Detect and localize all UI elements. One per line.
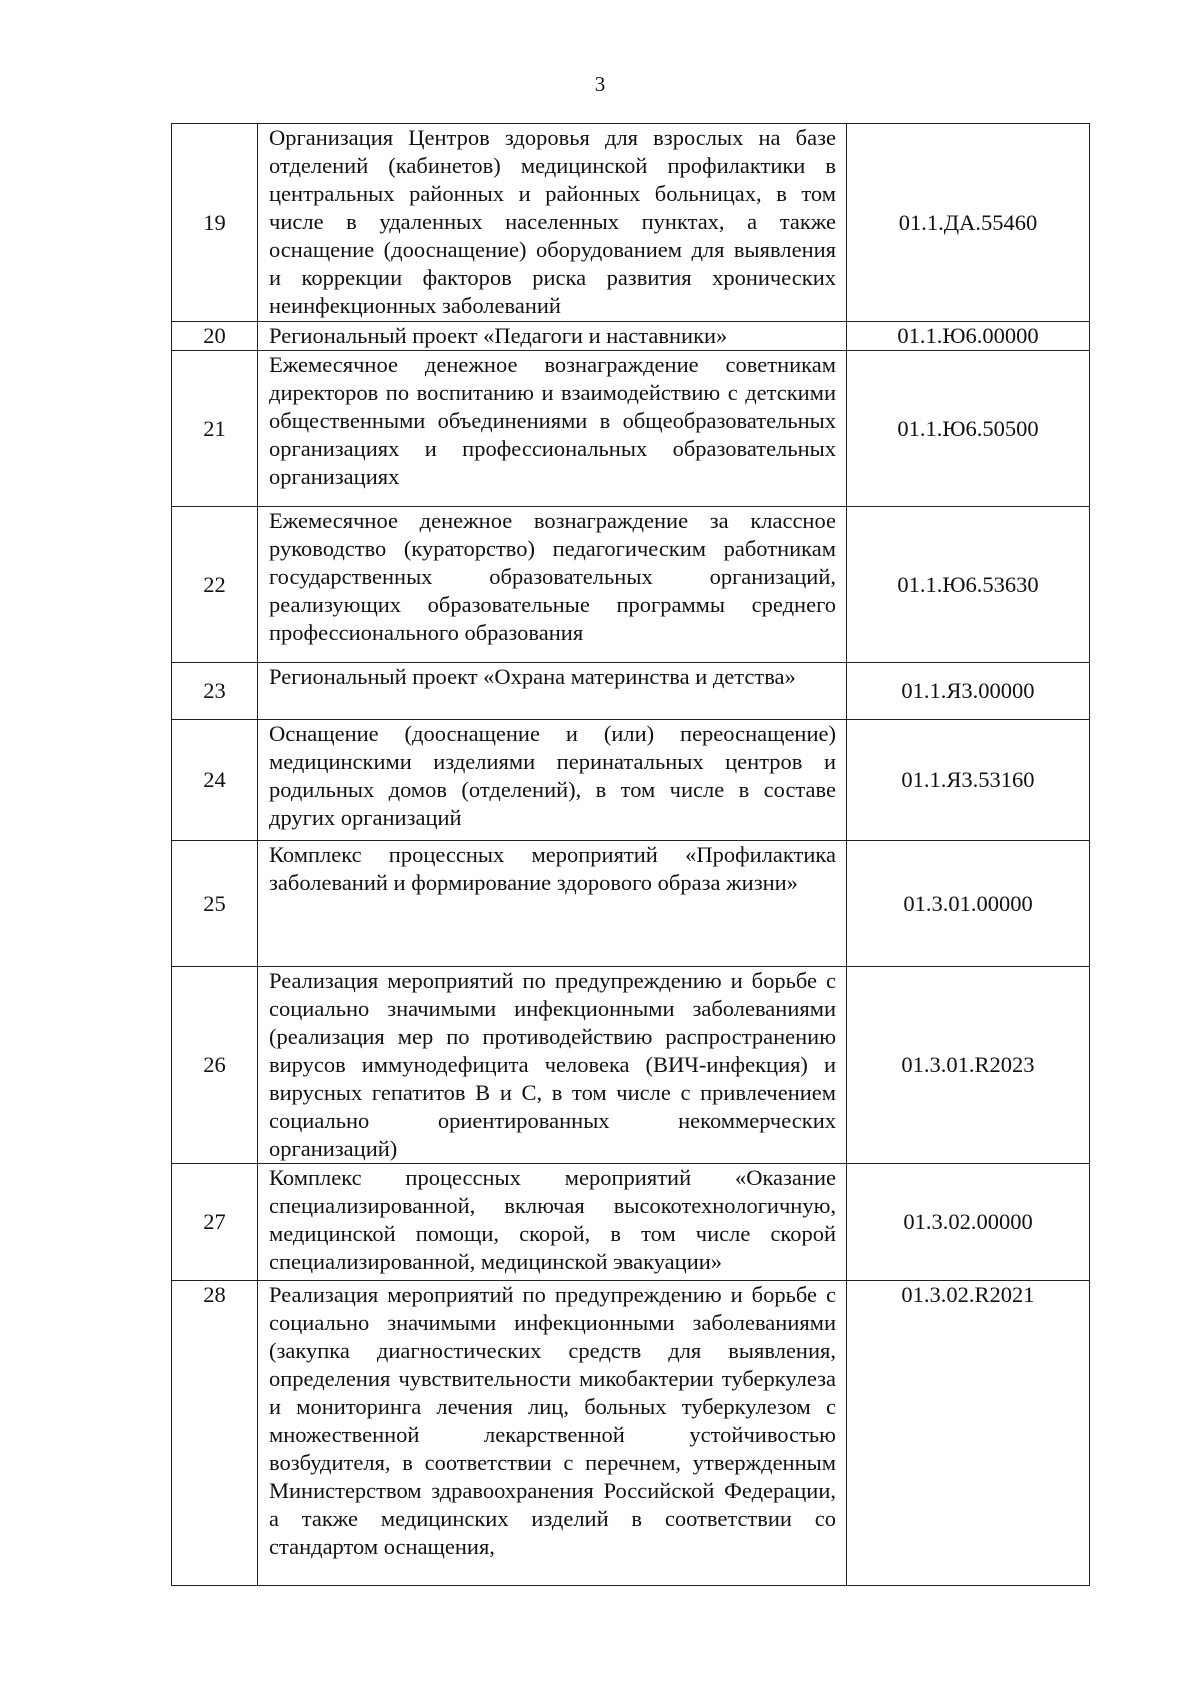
row-number: 26 [172,967,258,1164]
row-name: Реализация мероприятий по предупреждению и борьбе с социально значимыми инфекционными заболеваниями (реализация мер по противодействию распространению вирусов иммунодефицита человека (ВИЧ-инфекция) и вирусных гепатитов B и C, в том числе с привлечением социально ориентированных некоммерческих организаций) [258,967,847,1164]
row-name: Комплекс процессных мероприятий «Оказание специализированной, включая высокотехнологичную, медицинской помощи, скорой, в том числе скорой специализированной, медицинской эвакуации» [258,1164,847,1281]
row-number: 23 [172,663,258,720]
row-name: Ежемесячное денежное вознаграждение за классное руководство (кураторство) педагогическим работникам государственных образовательных организаций, реализующих образовательные программы среднего профессионального образования [258,507,847,663]
row-number: 24 [172,720,258,841]
row-code: 01.1.Я3.00000 [847,663,1090,720]
row-code: 01.1.Я3.53160 [847,720,1090,841]
row-name: Ежемесячное денежное вознаграждение советникам директоров по воспитанию и взаимодействию с детскими общественными объединениями в общеобразовательных организациях и профессиональных образовательных организациях [258,351,847,507]
row-code: 01.1.ДА.55460 [847,124,1090,322]
row-name: Реализация мероприятий по предупреждению и борьбе с социально значимыми инфекционными заболеваниями (закупка диагностических средств для выявления, определения чувствительности микобактерии туберкулеза и мониторинга лечения лиц, больных туберкулезом с множественной лекарственной устойчивостью возбудителя, в соответствии с перечнем, утвержденным Министерством здравоохранения Российской Федерации, а также медицинских изделий в соответствии со стандартом оснащения, [258,1281,847,1586]
table-row [172,663,1090,720]
row-number: 22 [172,507,258,663]
row-code: 01.3.01.00000 [847,841,1090,967]
row-name: Комплекс процессных мероприятий «Профилактика заболеваний и формирование здорового образа жизни» [258,841,847,967]
row-code: 01.3.02.R2021 [847,1281,1090,1586]
table-row [172,1164,1090,1281]
table-row [172,351,1090,507]
row-number: 19 [172,124,258,322]
row-number: 21 [172,351,258,507]
table-row [172,967,1090,1164]
table-row [172,841,1090,967]
row-code: 01.3.02.00000 [847,1164,1090,1281]
row-name: Региональный проект «Охрана материнства и детства» [258,663,847,720]
table-row [172,124,1090,322]
row-number: 28 [172,1281,258,1586]
row-number: 20 [172,322,258,351]
budget-classification-table [171,123,1090,1586]
table-row [172,1281,1090,1586]
table-row [172,720,1090,841]
row-code: 01.1.Ю6.53630 [847,507,1090,663]
row-number: 25 [172,841,258,967]
row-code: 01.1.Ю6.00000 [847,322,1090,351]
row-code: 01.1.Ю6.50500 [847,351,1090,507]
table-row [172,507,1090,663]
row-code: 01.3.01.R2023 [847,967,1090,1164]
row-number: 27 [172,1164,258,1281]
row-name: Организация Центров здоровья для взрослых на базе отделений (кабинетов) медицинской профилактики в центральных районных и районных больницах, в том числе в удаленных населенных пунктах, а также оснащение (дооснащение) оборудованием для выявления и коррекции факторов риска развития хронических неинфекционных заболеваний [258,124,847,322]
page-number: 3 [594,72,606,96]
row-name: Оснащение (дооснащение и (или) переоснащение) медицинскими изделиями перинатальных центров и родильных домов (отделений), в том числе в составе других организаций [258,720,847,841]
row-name: Региональный проект «Педагоги и наставники» [258,322,847,351]
table-row [172,322,1090,351]
